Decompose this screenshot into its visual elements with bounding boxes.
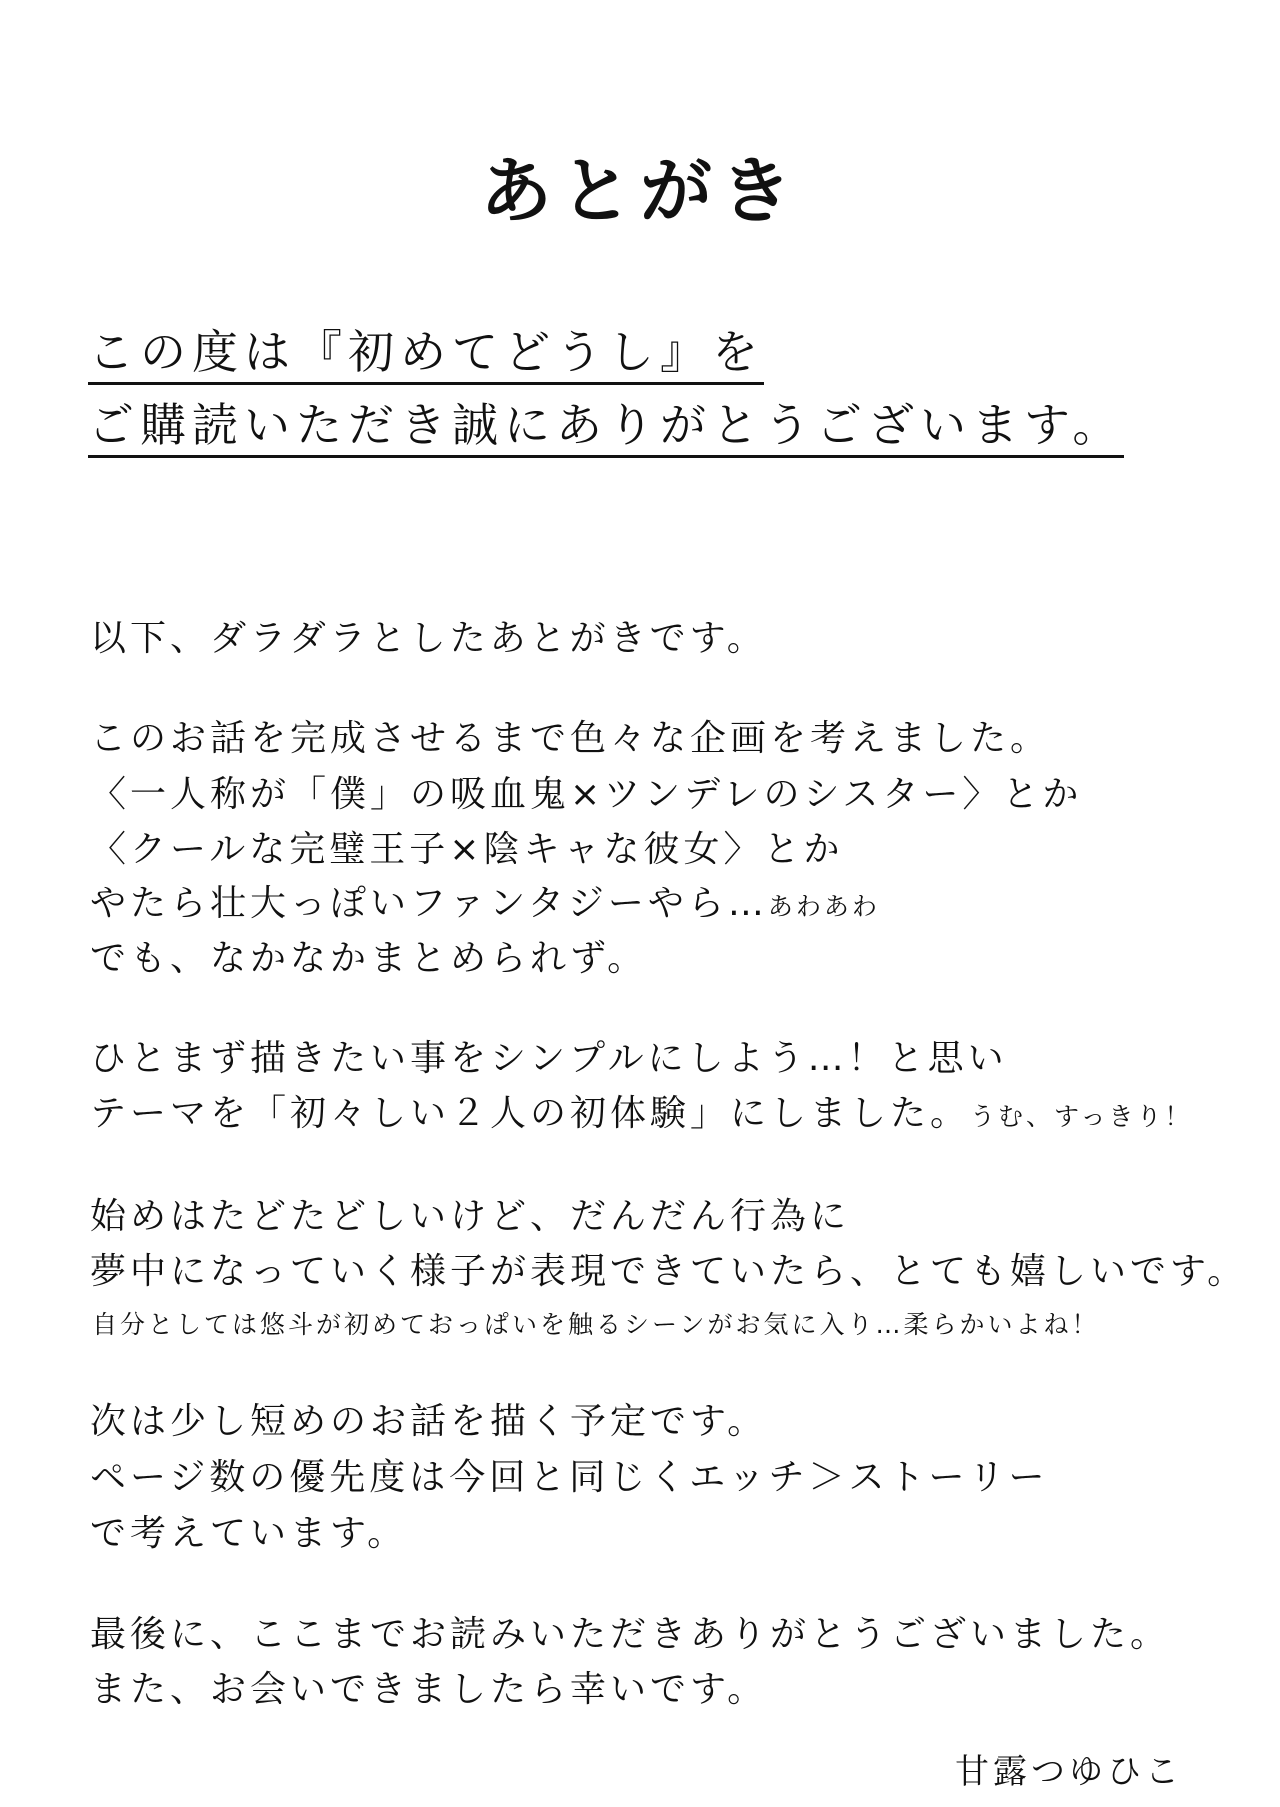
hope-line-2: 夢中になっていく様子が表現できていたら、とても嬉しいです。 [90, 1251, 1248, 1292]
closing-line-1: 最後に、ここまでお読みいただきありがとうございました。 [90, 1614, 1171, 1655]
thanks-line-1: この度は『初めてどうし』を [88, 325, 764, 385]
next-line-3: で考えています。 [90, 1513, 408, 1554]
theme-line-1: ひとまず描きたい事をシンプルにしよう…！と思い [90, 1038, 1008, 1079]
planning-line-5: でも、なかなかまとめられず。 [90, 938, 648, 979]
favorite-scene-note: 自分としては悠斗が初めておっぱいを触るシーンがお気に入り…柔らかいよね！ [92, 1310, 1100, 1339]
theme-line-2-main: テーマを「初々しい２人の初体験」にしました。 [90, 1093, 971, 1134]
author-signature: 甘露つゆひこ [955, 1752, 1183, 1792]
planning-line-4-aside: あわあわ [767, 892, 880, 921]
page-title: あとがき [479, 149, 800, 233]
theme-line-2 [90, 1092, 1193, 1135]
planning-line-1: このお話を完成させるまで色々な企画を考えました。 [90, 718, 1051, 759]
intro-line: 以下、ダラダラとしたあとがきです。 [90, 618, 767, 659]
next-line-2: ページ数の優先度は今回と同じくエッチ＞ストーリー [90, 1457, 1049, 1498]
next-line-1: 次は少し短めのお話を描く予定です。 [90, 1401, 768, 1442]
planning-line-2: 〈一人称が「僕」の吸血鬼×ツンデレのシスター〉とか [90, 774, 1083, 815]
theme-line-2-aside: うむ、すっきり！ [970, 1102, 1193, 1131]
thanks-line-2: ご購読いただき誠にありがとうございます。 [88, 398, 1124, 458]
closing-line-2: また、お会いできましたら幸いです。 [90, 1669, 768, 1710]
hope-line-1: 始めはたどたどしいけど、だんだん行為に [90, 1196, 851, 1237]
planning-line-4 [90, 882, 880, 925]
planning-line-3: 〈クールな完璧王子×陰キャな彼女〉とか [90, 829, 844, 870]
planning-line-4-main: やたら壮大っぽいファンタジーやら… [90, 883, 768, 924]
